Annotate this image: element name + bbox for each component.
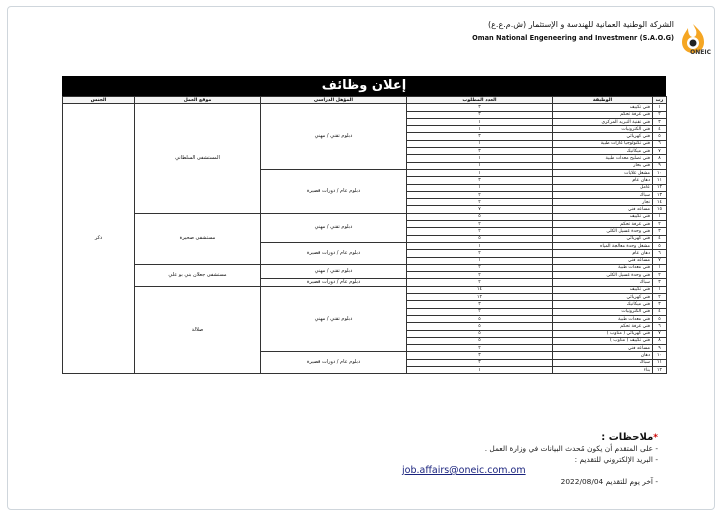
row-job-title: فني وحدة غسيل الكلى bbox=[553, 228, 653, 235]
row-job-title: مشغل وحدة معالجة المياه bbox=[553, 242, 653, 249]
jobs-table-wrapper bbox=[62, 96, 666, 374]
note-last-day: - آخر يوم للتقديم 2022/08/04 bbox=[560, 477, 658, 486]
row-job-title: فني ميكانيك bbox=[553, 301, 653, 308]
table-row bbox=[63, 264, 667, 271]
row-index: ٣ bbox=[653, 279, 667, 286]
table-row bbox=[63, 213, 667, 220]
row-index: ١٢ bbox=[653, 184, 667, 191]
row-required-count: ٢ bbox=[407, 264, 553, 271]
row-required-count: ٢ bbox=[407, 272, 553, 279]
header-qualification: المؤهل الدراسي bbox=[261, 97, 407, 104]
row-index: ٥ bbox=[653, 133, 667, 140]
row-index: ١٥ bbox=[653, 206, 667, 213]
row-job-title: سباك bbox=[553, 191, 653, 198]
row-index: ١ bbox=[653, 264, 667, 271]
row-job-title: سباك bbox=[553, 359, 653, 366]
row-required-count: ١ bbox=[407, 118, 553, 125]
work-location-cell: مستشفى جعلان بني بو علي bbox=[135, 264, 261, 286]
row-required-count: ٣ bbox=[407, 148, 553, 155]
row-job-title: فني كهربائي bbox=[553, 235, 653, 242]
row-job-title: دهان bbox=[553, 352, 653, 359]
row-job-title: مشغل غلايات bbox=[553, 169, 653, 176]
row-index: ٤ bbox=[653, 308, 667, 315]
row-job-title: مساعد فني bbox=[553, 257, 653, 264]
row-index: ١٠ bbox=[653, 352, 667, 359]
row-index: ١١ bbox=[653, 177, 667, 184]
row-required-count: ٢ bbox=[407, 308, 553, 315]
row-job-title: نجار bbox=[553, 199, 653, 206]
row-job-title: دهان عام bbox=[553, 250, 653, 257]
row-required-count: ٢ bbox=[407, 250, 553, 257]
row-index: ٦ bbox=[653, 140, 667, 147]
row-required-count: ٥ bbox=[407, 315, 553, 322]
row-job-title: فني وحدة غسيل الكلى bbox=[553, 272, 653, 279]
row-required-count: ٣ bbox=[407, 133, 553, 140]
jobs-banner-title: إعلان وظائف bbox=[62, 76, 666, 96]
header-required-count: العدد المطلوب bbox=[407, 97, 553, 104]
row-index: ٧ bbox=[653, 148, 667, 155]
row-index: ٣ bbox=[653, 301, 667, 308]
row-required-count: ١ bbox=[407, 162, 553, 169]
row-job-title: فني بحار bbox=[553, 162, 653, 169]
company-name-english: Oman National Engeneering and Investmenr (S.A.O.G) bbox=[472, 34, 674, 42]
notes-section bbox=[380, 432, 658, 487]
qualification-cell: دبلوم عام / دورات قصيرة bbox=[261, 242, 407, 264]
header-work-location: موقع العمل bbox=[135, 97, 261, 104]
row-index: ٣ bbox=[653, 228, 667, 235]
gender-cell: ذكر bbox=[63, 104, 135, 374]
row-index: ١ bbox=[653, 286, 667, 293]
row-job-title: فني ميكانيك bbox=[553, 148, 653, 155]
row-index: ٤ bbox=[653, 235, 667, 242]
row-required-count: ٣ bbox=[407, 111, 553, 118]
row-job-title: فني غرفة تحكم bbox=[553, 111, 653, 118]
row-index: ٦ bbox=[653, 250, 667, 257]
row-index: ٢ bbox=[653, 294, 667, 301]
row-job-title: عامل bbox=[553, 184, 653, 191]
jobs-table-body bbox=[63, 104, 667, 374]
work-location-cell: مستشفى صحيرة bbox=[135, 213, 261, 264]
work-location-cell: المستشفى السلطاني bbox=[135, 104, 261, 213]
row-index: ٩ bbox=[653, 162, 667, 169]
row-required-count: ١ bbox=[407, 155, 553, 162]
row-index: ٣ bbox=[653, 118, 667, 125]
qualification-cell: دبلوم عام / دورات قصيرة bbox=[261, 279, 407, 286]
asterisk-icon: * bbox=[653, 433, 658, 443]
row-job-title: فني تكييف bbox=[553, 213, 653, 220]
row-job-title: بناء bbox=[553, 366, 653, 373]
row-required-count: ٥ bbox=[407, 235, 553, 242]
row-required-count: ٢ bbox=[407, 191, 553, 198]
row-job-title: سباك bbox=[553, 279, 653, 286]
row-required-count: ١ bbox=[407, 257, 553, 264]
row-index: ٢ bbox=[653, 272, 667, 279]
row-required-count: ٣ bbox=[407, 177, 553, 184]
row-index: ٥ bbox=[653, 315, 667, 322]
row-required-count: ١ bbox=[407, 184, 553, 191]
row-index: ٦ bbox=[653, 323, 667, 330]
row-index: ٤ bbox=[653, 126, 667, 133]
row-job-title: فني غرفة تحكم bbox=[553, 323, 653, 330]
row-index: ٨ bbox=[653, 155, 667, 162]
row-index: ١٠ bbox=[653, 169, 667, 176]
row-required-count: ٣ bbox=[407, 352, 553, 359]
row-job-title: فني معدات طبية bbox=[553, 264, 653, 271]
row-required-count: ٢ bbox=[407, 228, 553, 235]
header-gender: الجنس bbox=[63, 97, 135, 104]
row-required-count: ١ bbox=[407, 242, 553, 249]
qualification-cell: دبلوم تقني / مهني bbox=[261, 104, 407, 170]
row-job-title: فني تقنية التبريد المركزي bbox=[553, 118, 653, 125]
header-job-title: الوظيفة bbox=[553, 97, 653, 104]
work-location-cell: صلالة bbox=[135, 286, 261, 374]
row-job-title: فني تكييف ( مناوب ) bbox=[553, 337, 653, 344]
row-required-count: ٣ bbox=[407, 104, 553, 111]
row-index: ١١ bbox=[653, 359, 667, 366]
row-required-count: ٧ bbox=[407, 206, 553, 213]
row-required-count: ١٢ bbox=[407, 294, 553, 301]
company-name-arabic: الشركة الوطنية العمانية للهندسة و الإستثمار (ش.م.ع.ع) bbox=[488, 20, 674, 29]
row-job-title: فني تكييف bbox=[553, 104, 653, 111]
row-index: ٨ bbox=[653, 337, 667, 344]
row-job-title: فني كهربائي ( مناوب ) bbox=[553, 330, 653, 337]
row-job-title: مساعد فني bbox=[553, 206, 653, 213]
qualification-cell: دبلوم عام / دورات قصيرة bbox=[261, 352, 407, 374]
row-index: ١٢ bbox=[653, 366, 667, 373]
table-row bbox=[63, 286, 667, 293]
row-index: ٥ bbox=[653, 242, 667, 249]
row-job-title: فني الكترونيات bbox=[553, 126, 653, 133]
row-index: ١٣ bbox=[653, 191, 667, 198]
row-job-title: فني غرفة تحكم bbox=[553, 221, 653, 228]
row-index: ١ bbox=[653, 213, 667, 220]
row-job-title: دهان عام bbox=[553, 177, 653, 184]
row-index: ١ bbox=[653, 104, 667, 111]
row-job-title: فني تكنولوجيا غازات طبية bbox=[553, 140, 653, 147]
row-job-title: فني كهربائي bbox=[553, 133, 653, 140]
row-job-title: مساعد فني bbox=[553, 345, 653, 352]
row-job-title: فني تكييف bbox=[553, 286, 653, 293]
row-required-count: ٥ bbox=[407, 323, 553, 330]
row-required-count: ٢ bbox=[407, 221, 553, 228]
application-email-link[interactable]: job.affairs@oneic.com.om bbox=[402, 465, 526, 476]
logo-text: ONEIC bbox=[690, 49, 711, 56]
row-required-count: ٥ bbox=[407, 330, 553, 337]
row-required-count: ١ bbox=[407, 126, 553, 133]
row-index: ٧ bbox=[653, 330, 667, 337]
note-email-label: - البريد الإلكتروني للتقديم : bbox=[574, 455, 658, 464]
qualification-cell: دبلوم عام / دورات قصيرة bbox=[261, 169, 407, 213]
qualification-cell: دبلوم تقني / مهني bbox=[261, 264, 407, 279]
qualification-cell: دبلوم تقني / مهني bbox=[261, 213, 407, 242]
row-required-count: ١ bbox=[407, 169, 553, 176]
row-required-count: ٢ bbox=[407, 199, 553, 206]
row-job-title: فني كهربائي bbox=[553, 294, 653, 301]
row-index: ١٤ bbox=[653, 199, 667, 206]
row-job-title: فني معدات طبية bbox=[553, 315, 653, 322]
jobs-table bbox=[62, 96, 667, 374]
row-required-count: ٣ bbox=[407, 301, 553, 308]
table-header-row bbox=[63, 97, 667, 104]
row-index: ٩ bbox=[653, 345, 667, 352]
table-row bbox=[63, 104, 667, 111]
row-required-count: ١٤ bbox=[407, 286, 553, 293]
header-index: رت bbox=[653, 97, 667, 104]
row-required-count: ٣ bbox=[407, 359, 553, 366]
qualification-cell: دبلوم تقني / مهني bbox=[261, 286, 407, 352]
row-job-title: فني الكترونيات bbox=[553, 308, 653, 315]
row-required-count: ٢ bbox=[407, 279, 553, 286]
row-required-count: ٥ bbox=[407, 213, 553, 220]
row-required-count: ٥ bbox=[407, 337, 553, 344]
row-job-title: فني تصليح معدات طبية bbox=[553, 155, 653, 162]
row-required-count: ١ bbox=[407, 140, 553, 147]
row-required-count: ١ bbox=[407, 366, 553, 373]
note-update-data: - على المتقدم أن يكون مُحدث البيانات في وزارة العمل . bbox=[484, 444, 658, 453]
notes-title: *ملاحظات : bbox=[601, 432, 658, 443]
row-index: ٢ bbox=[653, 111, 667, 118]
row-index: ٧ bbox=[653, 257, 667, 264]
row-required-count: ٢ bbox=[407, 345, 553, 352]
row-index: ٢ bbox=[653, 221, 667, 228]
